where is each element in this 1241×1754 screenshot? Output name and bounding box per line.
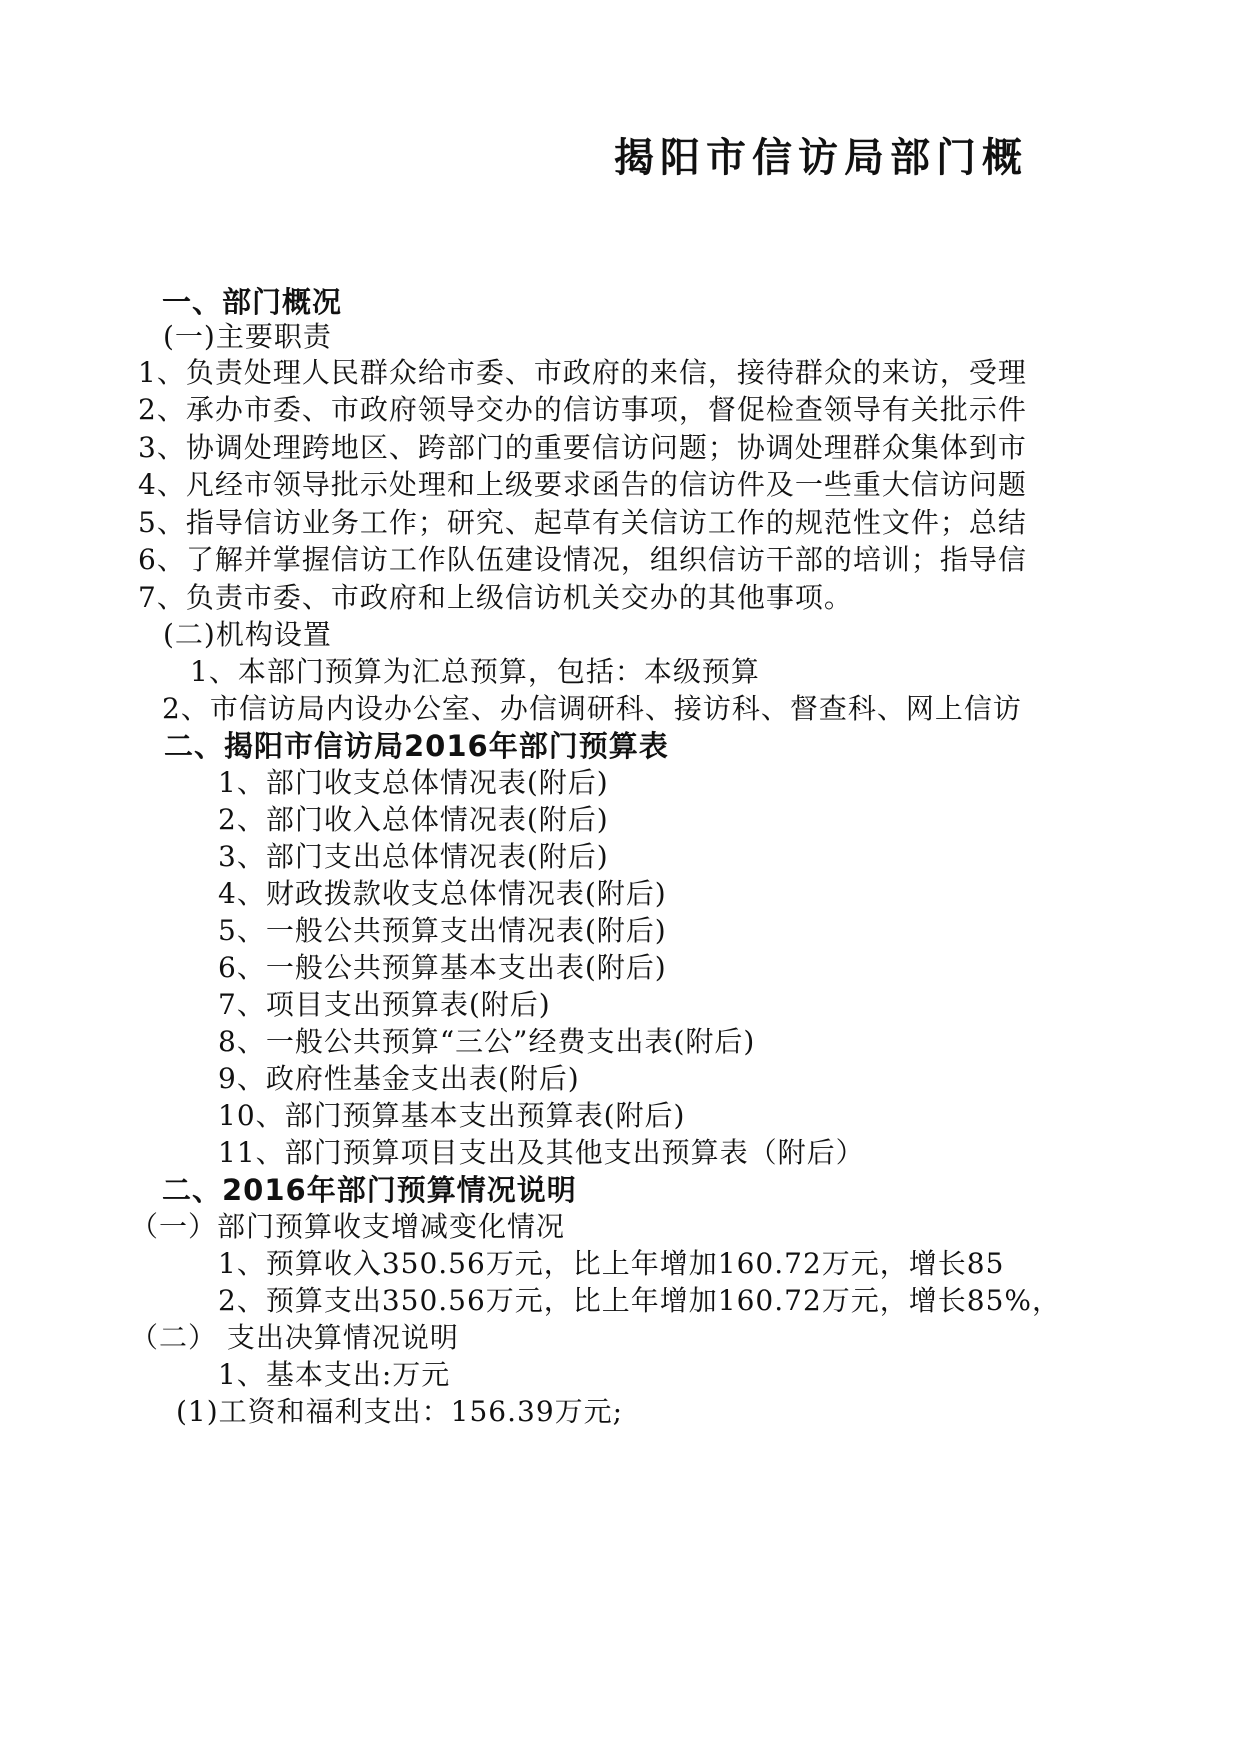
subsection-heading-changes: （一）部门预算收支增减变化情况 (130, 1210, 566, 1243)
table-list-item: 1、部门收支总体情况表(附后) (218, 766, 609, 799)
org-item: 2、市信访局内设办公室、办信调研科、接访科、督查科、网上信访 (162, 692, 1022, 725)
section-heading-overview: 一、部门概况 (162, 285, 343, 319)
table-list-item: 10、部门预算基本支出预算表(附后) (218, 1099, 686, 1132)
duty-item: 5、指导信访业务工作；研究、起草有关信访工作的规范性文件；总结 (138, 506, 1027, 539)
duty-item: 6、了解并掌握信访工作队伍建设情况，组织信访干部的培训；指导信 (138, 543, 1027, 576)
duty-item: 7、负责市委、市政府和上级信访机关交办的其他事项。 (138, 581, 853, 614)
table-list-item: 9、政府性基金支出表(附后) (218, 1062, 580, 1095)
subsection-heading-duties: (一)主要职责 (163, 320, 332, 353)
table-list-item: 4、财政拨款收支总体情况表(附后) (218, 877, 667, 910)
table-list-item: 7、项目支出预算表(附后) (218, 988, 551, 1021)
change-item: 2、预算支出350.56万元，比上年增加160.72万元，增长85%， (218, 1284, 1061, 1317)
table-list-item: 3、部门支出总体情况表(附后) (218, 840, 609, 873)
basic-expense-item: 1、基本支出:万元 (218, 1358, 451, 1391)
salary-expense-item: (1)工资和福利支出：156.39万元; (176, 1395, 624, 1428)
duty-item: 3、协调处理跨地区、跨部门的重要信访问题；协调处理群众集体到市 (138, 431, 1027, 464)
section-heading-tables: 二、揭阳市信访局2016年部门预算表 (164, 729, 669, 763)
duty-item: 2、承办市委、市政府领导交办的信访事项，督促检查领导有关批示件 (138, 393, 1027, 426)
duty-item: 1、负责处理人民群众给市委、市政府的来信，接待群众的来访，受理 (138, 356, 1027, 389)
table-list-item: 8、一般公共预算“三公”经费支出表(附后) (218, 1025, 756, 1058)
subsection-heading-expense: （二） 支出决算情况说明 (130, 1321, 459, 1354)
table-list-item: 2、部门收入总体情况表(附后) (218, 803, 609, 836)
duty-item: 4、凡经市领导批示处理和上级要求函告的信访件及一些重大信访问题 (138, 468, 1027, 501)
section-heading-explanation: 二、2016年部门预算情况说明 (162, 1173, 577, 1207)
table-list-item: 5、一般公共预算支出情况表(附后) (218, 914, 667, 947)
table-list-item: 11、部门预算项目支出及其他支出预算表（附后） (218, 1136, 865, 1169)
table-list-item: 6、一般公共预算基本支出表(附后) (218, 951, 667, 984)
change-item: 1、预算收入350.56万元，比上年增加160.72万元，增长85 (218, 1247, 1005, 1280)
document-title: 揭阳市信访局部门概 (614, 135, 1028, 181)
org-item: 1、本部门预算为汇总预算，包括：本级预算 (190, 655, 760, 688)
subsection-heading-org: (二)机构设置 (163, 618, 332, 651)
